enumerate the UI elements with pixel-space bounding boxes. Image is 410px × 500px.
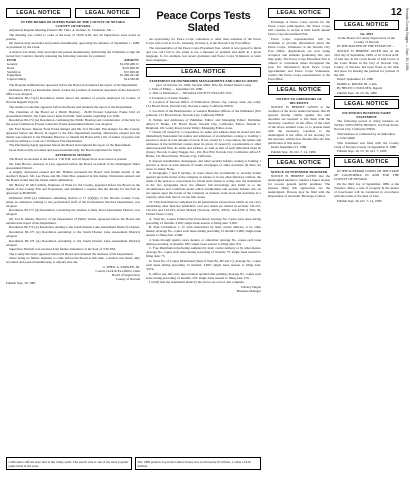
filler-box-peanut: The 1989 peanut crop in the United States was worth nearly $1 billion, a value of $10 million.: [135, 457, 261, 470]
fund-amount: $1,036,468.15: [120, 61, 139, 66]
court-title: IN THE BOARD OF SUPERVISORS OF THE COUNTY OF NEVADA: [21, 20, 125, 24]
statement-item: A. Total No. Copies Printed (Net Press Run): Average No. copies each issue during preceding 12 months: 3,950; single issue nearest to filing date: 3,950.: [146, 216, 261, 225]
fund-row: [6, 78, 140, 82]
column-2: [146, 8, 261, 293]
minutes-para: The meeting was called to order at the hour of 10:00 A.M. and all Supervisors were noted as present.: [6, 32, 140, 41]
legal-notice-header: LEGAL NOTICE: [334, 99, 399, 109]
minutes-para: Mr. Ted R. Meeks, Director of the Department of Public Works, appeared before the Board and rendered the report of his Department.: [6, 216, 140, 225]
statement-item: C. Free Distribution (including samples) by mail, carrier delivery or by other means: Average No. copies each issue during preceding 12 months: 75; single issue nearest to filing date: 75.: [146, 246, 261, 259]
minutes-para: The Chairman of the Board set a Public Hearing - 29-80 Prosser Lakeview Estate Unit #1 Assessment District, the Clerk read a letter from Mr. Sam Adams, regarding Lot 1056.: [6, 109, 140, 118]
notice-para: Dated: September 23, 1980: [337, 77, 374, 82]
notice-para: NOTICE IS HEREBY GIVEN to the creditors of the above named decedent, that all persons having claims against the said decedent are required to file them with the necessary vouchers, in the office of the clerk of the above entitled court, or to present them with the necessary vouchers to the undersigned at the office of the attorney for the executor, within four months after the first publication of this notice.: [268, 104, 330, 145]
notice-para: NOTICE IS HEREBY GIVEN that the undersigned intends to transfer a liquor license for on-sale general public premises. The persons filing this application are the undersigned. Protests may be filed with the Department of Alcoholic Beverage Control.: [268, 173, 330, 198]
notice-para: This statement was filed with the County Clerk of Nevada County on September 8, 1980.: [334, 140, 399, 149]
notice-para: Publish Sept. 30, Oct. 7, 14, 1980.: [271, 149, 317, 154]
amount-col-header: AMOUNT: [123, 57, 139, 62]
minutes-para: There being no further business to come before the Board at this time, a motion was made, duly seconded and passed unanimously, to adjourn sine die.: [6, 256, 140, 265]
estate-notice: [334, 44, 399, 95]
fund-name: Capital Outlay: [7, 77, 27, 82]
notice-para: This business is conducted by an individual.: [337, 131, 396, 136]
minutes-para: Mr. John Brown, Attorney at Law, appeared before the Board on behalf of the Washington Water Assessment District.: [6, 161, 140, 170]
legal-notice-header: LEGAL NOTICE: [334, 20, 399, 30]
statement-item: 2. Title of Publication — NEVADA COUNTY NUGGET, INC.: [149, 91, 233, 96]
column-3: [268, 8, 330, 198]
court-name: In the Board of County Supervisors of the County of Nevada: [338, 36, 395, 44]
statement-item: B. Paid Circulation: 1. To term subscribers by mail, carrier delivery or by other means: Average No. copies each issue during preceding 12 months: 2,990; single issue nearest to filing date: 2,968.: [146, 225, 261, 238]
notice-para: Peace Corps representatives will be available to provide information about the Peace Corps, Volunteers at the Nevada City Post Office. Applications are now being accepted, and students graduating this year may apply. The Peace Corps Placement Test is offered at convenient times throughout the year. For information about Peace Corps opportunities and Peace Corps Volunteers, contact the Peace Corps representative at the Post Office.: [268, 36, 330, 81]
notice-para: Exchange of Peace Corps service for the Peace Corps participation, the Peace Corps will continue to recruit at their fourth annual Peace Corps Recruitment Fair.: [268, 20, 330, 36]
statement-item: 8. Known bondholders, mortgagees, and other security holders owning or holding 1 percent or more of total amount of bonds, mortgages or other securities (If there are none, so state): None.: [146, 158, 261, 171]
minutes-para: Ordinance #316 (A) Ordinance amending Section 2, 17 (2)(b)(i) of the Nevada County Code, being an ordinance relating to the professional staff of the Professional Services Department, was adopted.: [6, 195, 140, 208]
divider: [268, 82, 330, 83]
notice-para: On the third day of September, 1980, at the Trustee's office, a sale of property in the matter of foreclosure will be conducted in accordance with the terms of the deed of trust.: [334, 181, 399, 198]
adjourned-line: Adjourned Regular Meeting Present: Mr. Theo. A. Kohlen, Jr., Chairman, Mr. ...: [9, 28, 115, 32]
statement-item: D. Total No. of Copies Distributed (Sum of lines B1, B2 and C): Average No. copies each issue during preceding 12 months: 3,695; single issue nearest to filing date: 3,674.: [146, 258, 261, 271]
statement-item: 7. Owner (If owned by a corporation, its name and address must be stated and also immediately thereunder the names and addresses of stockholders owning or holding 1 percent or more of total amount of stock. If not owned by a corporation, the names and addresses of the individual owners must be given. If owned by a partnership or other unincorporated firm, its name and address, as well as that of each individual must be given.): Nevada County Nugget, Inc., P.O. Box 852, Nevada City, California; Alfred F. Burke, 131 Broad Street, Nevada City, California.: [146, 130, 261, 159]
legal-notice-header: LEGAL NOTICE: [146, 67, 261, 77]
column-1: [6, 8, 140, 285]
minutes-para: Resolution 80-172 (A) Resolution continuing the Public Hearing and consideration of the bids for the sewer facilities in Prosser Lakeview Estate Assessment District was adopted.: [6, 118, 140, 127]
creditors-notice: [268, 105, 330, 154]
notice-para: s/ John Smith: [337, 136, 355, 141]
signature-block: [146, 285, 261, 293]
minutes-para: The Hospital Administrator appeared before the Board and rendered his report of the Department.: [9, 83, 138, 88]
fund-col-header: FUND: [7, 57, 17, 62]
statement-item: 3. Frequency of issue: Weekly.: [149, 95, 190, 100]
divider: [334, 155, 399, 156]
ownership-statement: [146, 87, 261, 285]
article-para: An opportunity for Peace Corps volunteers or other than residents of the Peace Corps will occur at 9 a.m., Saturday, October 4, at the Nevada City Post Office.: [146, 37, 261, 45]
statement-subtitle: (Act of October 23, 1962; Section 4369, Title 39, United States Code): [156, 82, 251, 87]
case-number: No. 4764: [360, 32, 373, 36]
creditors-title: NOTICE TO CREDITORS OF DECEDENT: [276, 96, 322, 105]
divider: [268, 155, 330, 156]
minutes-para: A motion was made, duly seconded and passed unanimously authorizing the Chairman to sign the Grand Jury Contract, thereby releasing the following warrants for payment:: [6, 49, 140, 58]
statement-title: STATEMENT OF OWNERSHIP, MANAGEMENT AND CIRCULATION: [149, 78, 258, 83]
statement-item: 2. Sales through agents, news dealers, or otherwise: Average No. copies each issue during preceding 12 months: 630; single issue nearest to filing date: 631.: [146, 237, 261, 246]
legal-notice-header-2: LEGAL NOTICE: [75, 8, 140, 18]
fund-table: [6, 59, 140, 82]
notice-para: By HELEN J. POULSEN, Deputy: [337, 86, 383, 91]
column-4: [334, 20, 399, 203]
court-subtitle: COUNTY OF NEVADA: [55, 24, 91, 28]
filler-boxes: [6, 457, 261, 470]
minutes-para: Mr. Fred Dower, Deputy State Forest Ranger and Mr. Tod Woodall, Fire Ranger for this County, appeared before the Board, in regard to the Fire Department hearing. Discussion ensued and the matter was referred to the Planning Director, to furnish the Board with a list of names of people who would be willing to work on a Volunteer Fire Department.: [6, 126, 140, 143]
statement-item: E. Office use, left-over, unaccounted, spoiled after printing: Average No. copies each issue during preceding 12 months: 255; single issue nearest to filing date: 276.: [146, 271, 261, 280]
signature-line: County Clerk & Ex-Officio Clerk: [95, 268, 140, 273]
minutes-para: On motion duly seconded and passed unanimously, approving the minutes of September 1, 1980, as presented by the Clerk.: [6, 41, 140, 50]
statement-item: 1. Date of Filing — September 29, 1980.: [149, 86, 204, 91]
minutes-para: Resolution 80-171(A) Resolution which shows the number of people employed on County of Nevada Regular Payroll.: [6, 96, 140, 105]
divider: [334, 96, 399, 97]
minutes-para: A lengthy discussion ensued and Mr. Holmes presented the Board with further details of the Auditor's Report. Mr. Lee Pease and Mr. Dale Moe appeared in this matter. Discussion ensued and the Board would take the matter under submission.: [6, 170, 140, 183]
statement-item: 4. Location of Known Office of Publication (Street, city, county, state, zip code): 131 Broad Street, Nevada City, Nevada County, California 95959.: [146, 100, 261, 109]
legal-notice-header: LEGAL NOTICE: [268, 85, 330, 95]
signature-line: /s/ THEO. A. KOHLEN, JR.: [102, 264, 140, 269]
side-credit: Nevada County Nugget — Sept. 30, 1981: [405, 8, 409, 71]
notice-para: IN THE MATTER OF THE ESTATE OF ...: [337, 44, 395, 48]
signature-block: [6, 265, 140, 281]
statement-item: 10. This item must be completed for all publications except those which do not carry advertising other than the publisher's own and which are named in sections 132.231, 132.232 and 132.233, Postal Manual (Sections 4355a, 4355b, and 4356 of Title 39, United States Code).: [146, 199, 261, 216]
legal-notice-header: LEGAL NOTICE: [268, 8, 330, 18]
peace-corps-article: [146, 37, 261, 62]
notice-para: NOTICE IS HEREBY GIVEN that on the 23rd day of September, 1980, at 10 o'clock A.M. of said day, in the Court Room of said Court, at the Court House in the City of Nevada City, County of Nevada, has been fixed as the time and place for hearing the petition for probate of the will.: [334, 48, 399, 77]
filler-box-quail: California's official state bird is the valley quail. The seed it eats is one of the most popular game birds in the state.: [6, 457, 132, 470]
fund-amount: $1,460,461.00: [120, 73, 139, 78]
signature-line: County of Nevada: [115, 276, 140, 281]
minutes-para: Resolution 80-175 (A) Resolution pertaining to the South Donner Lake Assessment District) adopted.: [6, 229, 140, 238]
fund-amount: $225,600.00: [122, 65, 139, 70]
signature-line: s/Nancy Hague: [240, 284, 261, 289]
minutes-para: Supervisor Harriett was excused from further attendance at the hour of 3:30 P.M.: [9, 247, 116, 252]
fictitious-notice: [334, 119, 399, 153]
statement-item: 5. Location of the Headquarters or General Business Offices of the Publishers (Not printers): 131 Broad Street, Nevada City, California 95959.: [146, 108, 261, 117]
minutes-body: [6, 28, 140, 58]
statement-item: 6. Names and Addresses of Publisher, Editor, and Managing Editor: Publisher, Alfred F. Burke, 131 Broad Street, Nevada City, California; Editor, Donald L. Ringland, 101 Leahy Road, Grass Valley; Managing Editor, none.: [146, 117, 261, 130]
legal-heads-row: [6, 8, 140, 20]
minutes-para: Upon motion duly seconded and passed unanimously, the Board adjourned for lunch.: [9, 147, 122, 152]
notice-para: Publish Sept. 16, 23, 30, 1980: [337, 90, 377, 95]
fund-amount: $14,500.00: [124, 77, 139, 82]
minutes-para: The Purchasing Agent appeared before the Board and rendered the report of the Department.: [9, 143, 132, 148]
notice-para: The following person is doing business as: TOTAL WELLNESS DESIGN, 119 Park Street, Nevada City, California 95959.: [334, 118, 399, 131]
transfer-title: NOTICE OF INTENDED TRANSFER: [270, 169, 328, 174]
fund-name: Sanitation: [7, 69, 21, 74]
afternoon-session-heading: AFTERNOON SESSION: [55, 152, 91, 157]
notice-para: Publish Sept. 16, 23, 30, Oct. 7, 1980: [337, 149, 387, 154]
fund-name: General: [7, 61, 18, 66]
minutes-para: Resolution 80-174 (A) Resolution relating to the South Donner Lake Assessment District) adopted.: [9, 225, 140, 230]
signature-line: Board of Supervisors: [111, 272, 140, 277]
minutes-para: Mr. Harvey W. McCormick, Engineer of Work for the County, appeared before the Board on the matter of the County Fair and Exposition, and submitted a request that the amount for the Fair be approved as $8,000.00.: [6, 182, 140, 195]
fund-name: Equipment: [7, 73, 22, 78]
legal-notice-header: LEGAL NOTICE: [334, 157, 399, 167]
fictitious-title: FICTITIOUS BUSINESS NAME STATEMENT: [342, 110, 391, 119]
minutes-para: Ordinance #310 (A) Resolution which creates the position of Assistant Appraiser in the Assessor's Office was adopted.: [6, 87, 140, 96]
publish-line: Publish Sept. 30, 1981: [6, 280, 36, 285]
notice-para: Dated September 23, 1980.: [271, 145, 307, 150]
notice-para: IN THE SUPERIOR COURT OF THE STATE OF CALIFORNIA IN AND FOR THE COUNTY OF NEVADA: [334, 169, 399, 182]
article-para: The representative of the Peace Corps Placement Test, which is now geared to fields and you can't fail it, the exam is not a measure of aptitude and skills in a given language. It, for example, has recent graduates and Peace Corps Volunteers to learn more languages.: [146, 45, 261, 62]
col3-text: [268, 20, 330, 81]
minutes-para: The Board reconvened at the hour of 1:30 P.M. and all Supervisors were noted as present.: [9, 157, 128, 162]
peace-corps-headline: Peace Corps Tests Slated: [156, 10, 251, 34]
notice-para: DORIS A. ROGER JR., Clerk: [337, 81, 377, 86]
fund-name: Road: [7, 65, 14, 70]
minutes-para: Resolution 80-176 (A) Resolution pertaining to the South Donner Lake Assessment District) adopted.: [6, 238, 140, 247]
certify-line: I certify that the statements made by me above are correct and complete.: [149, 280, 245, 285]
minutes-body-2: [6, 83, 140, 264]
page-number: 12: [390, 7, 402, 18]
trustee-notice: [334, 169, 399, 202]
transfer-notice: [268, 174, 330, 198]
notice-para: Publish Sept. 30, Oct. 7, 14, 1980: [337, 198, 382, 203]
minutes-para: The Auditor-Controller appeared before the Board and rendered the report of the Department.: [9, 105, 133, 109]
minutes-para: The County Recorder appeared before the Board and rendered the business of his Department.: [9, 251, 134, 256]
minutes-para: Resolution 80-173 (A) Resolution concerning the Washoe County Road Assessment District, was adopted.: [6, 208, 140, 217]
legal-notice-header: LEGAL NOTICE: [268, 158, 330, 168]
fund-amount: $37,000.00: [124, 69, 139, 74]
divider: [146, 64, 261, 65]
statement-item: 9. Paragraphs 7 and 8 include, in cases where the stockholder or security holder appears upon the books of the company as trustee or in any other fiduciary relation, the name of the person or corporation for whom such trustee is acting; also the statements in the two paragraphs show the affiant's full knowledge and belief as to the circumstances and conditions under which stockholders and security holders who do not appear upon the books of the company as trustees, hold stock and securities in a capacity other than that of a bona fide owner.: [146, 171, 261, 200]
legal-notice-header: LEGAL NOTICE: [6, 8, 71, 18]
signature-line: Business Manager: [236, 288, 261, 293]
